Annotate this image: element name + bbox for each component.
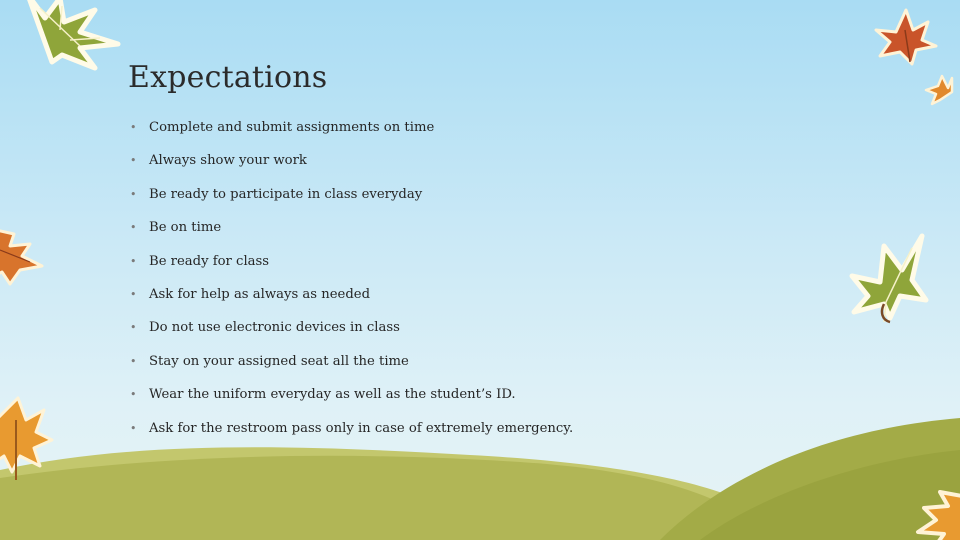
bullet-icon: • — [130, 421, 137, 435]
bullet-icon: • — [130, 321, 137, 335]
list-item-text: Stay on your assigned seat all the time — [149, 353, 409, 369]
slide-title: Expectations — [128, 60, 328, 95]
list-item — [130, 418, 573, 451]
list-item-text: Ask for the restroom pass only in case of extremely emergency. — [149, 420, 574, 436]
bullet-icon: • — [130, 121, 137, 134]
list-item — [130, 284, 573, 317]
green-leaf-icon — [28, 0, 118, 68]
list-item-text: Always show your work — [149, 153, 307, 169]
bullet-icon: • — [130, 187, 137, 201]
list-item — [130, 217, 573, 250]
rust-leaf-icon — [876, 10, 936, 64]
list-item-text: Do not use electronic devices in class — [149, 320, 400, 336]
bullet-icon: • — [130, 354, 137, 368]
list-item — [130, 351, 573, 384]
list-item-text: Ask for help as always as needed — [149, 286, 371, 302]
list-item-text: Wear the uniform everyday as well as the student’s ID. — [149, 387, 516, 403]
list-item-text: Be ready to participate in class everyday — [149, 186, 423, 202]
list-item-text: Be ready for class — [149, 253, 270, 269]
rust-leaf-icon — [0, 230, 42, 284]
list-item — [130, 150, 573, 183]
list-item-text: Be on time — [149, 220, 222, 236]
list-item — [130, 184, 573, 217]
bullet-icon: • — [130, 221, 137, 235]
orange-leaf-icon — [926, 76, 952, 104]
list-item — [130, 317, 573, 350]
green-leaf-icon — [852, 236, 926, 322]
list-item-text: Complete and submit assignments on time — [149, 120, 435, 135]
expectations-list — [130, 117, 573, 451]
list-item — [130, 251, 573, 284]
list-item — [130, 384, 573, 417]
bullet-icon: • — [130, 388, 137, 402]
bullet-icon: • — [130, 254, 137, 268]
list-item — [130, 117, 573, 150]
bullet-icon: • — [130, 154, 137, 168]
bullet-icon: • — [130, 287, 137, 301]
